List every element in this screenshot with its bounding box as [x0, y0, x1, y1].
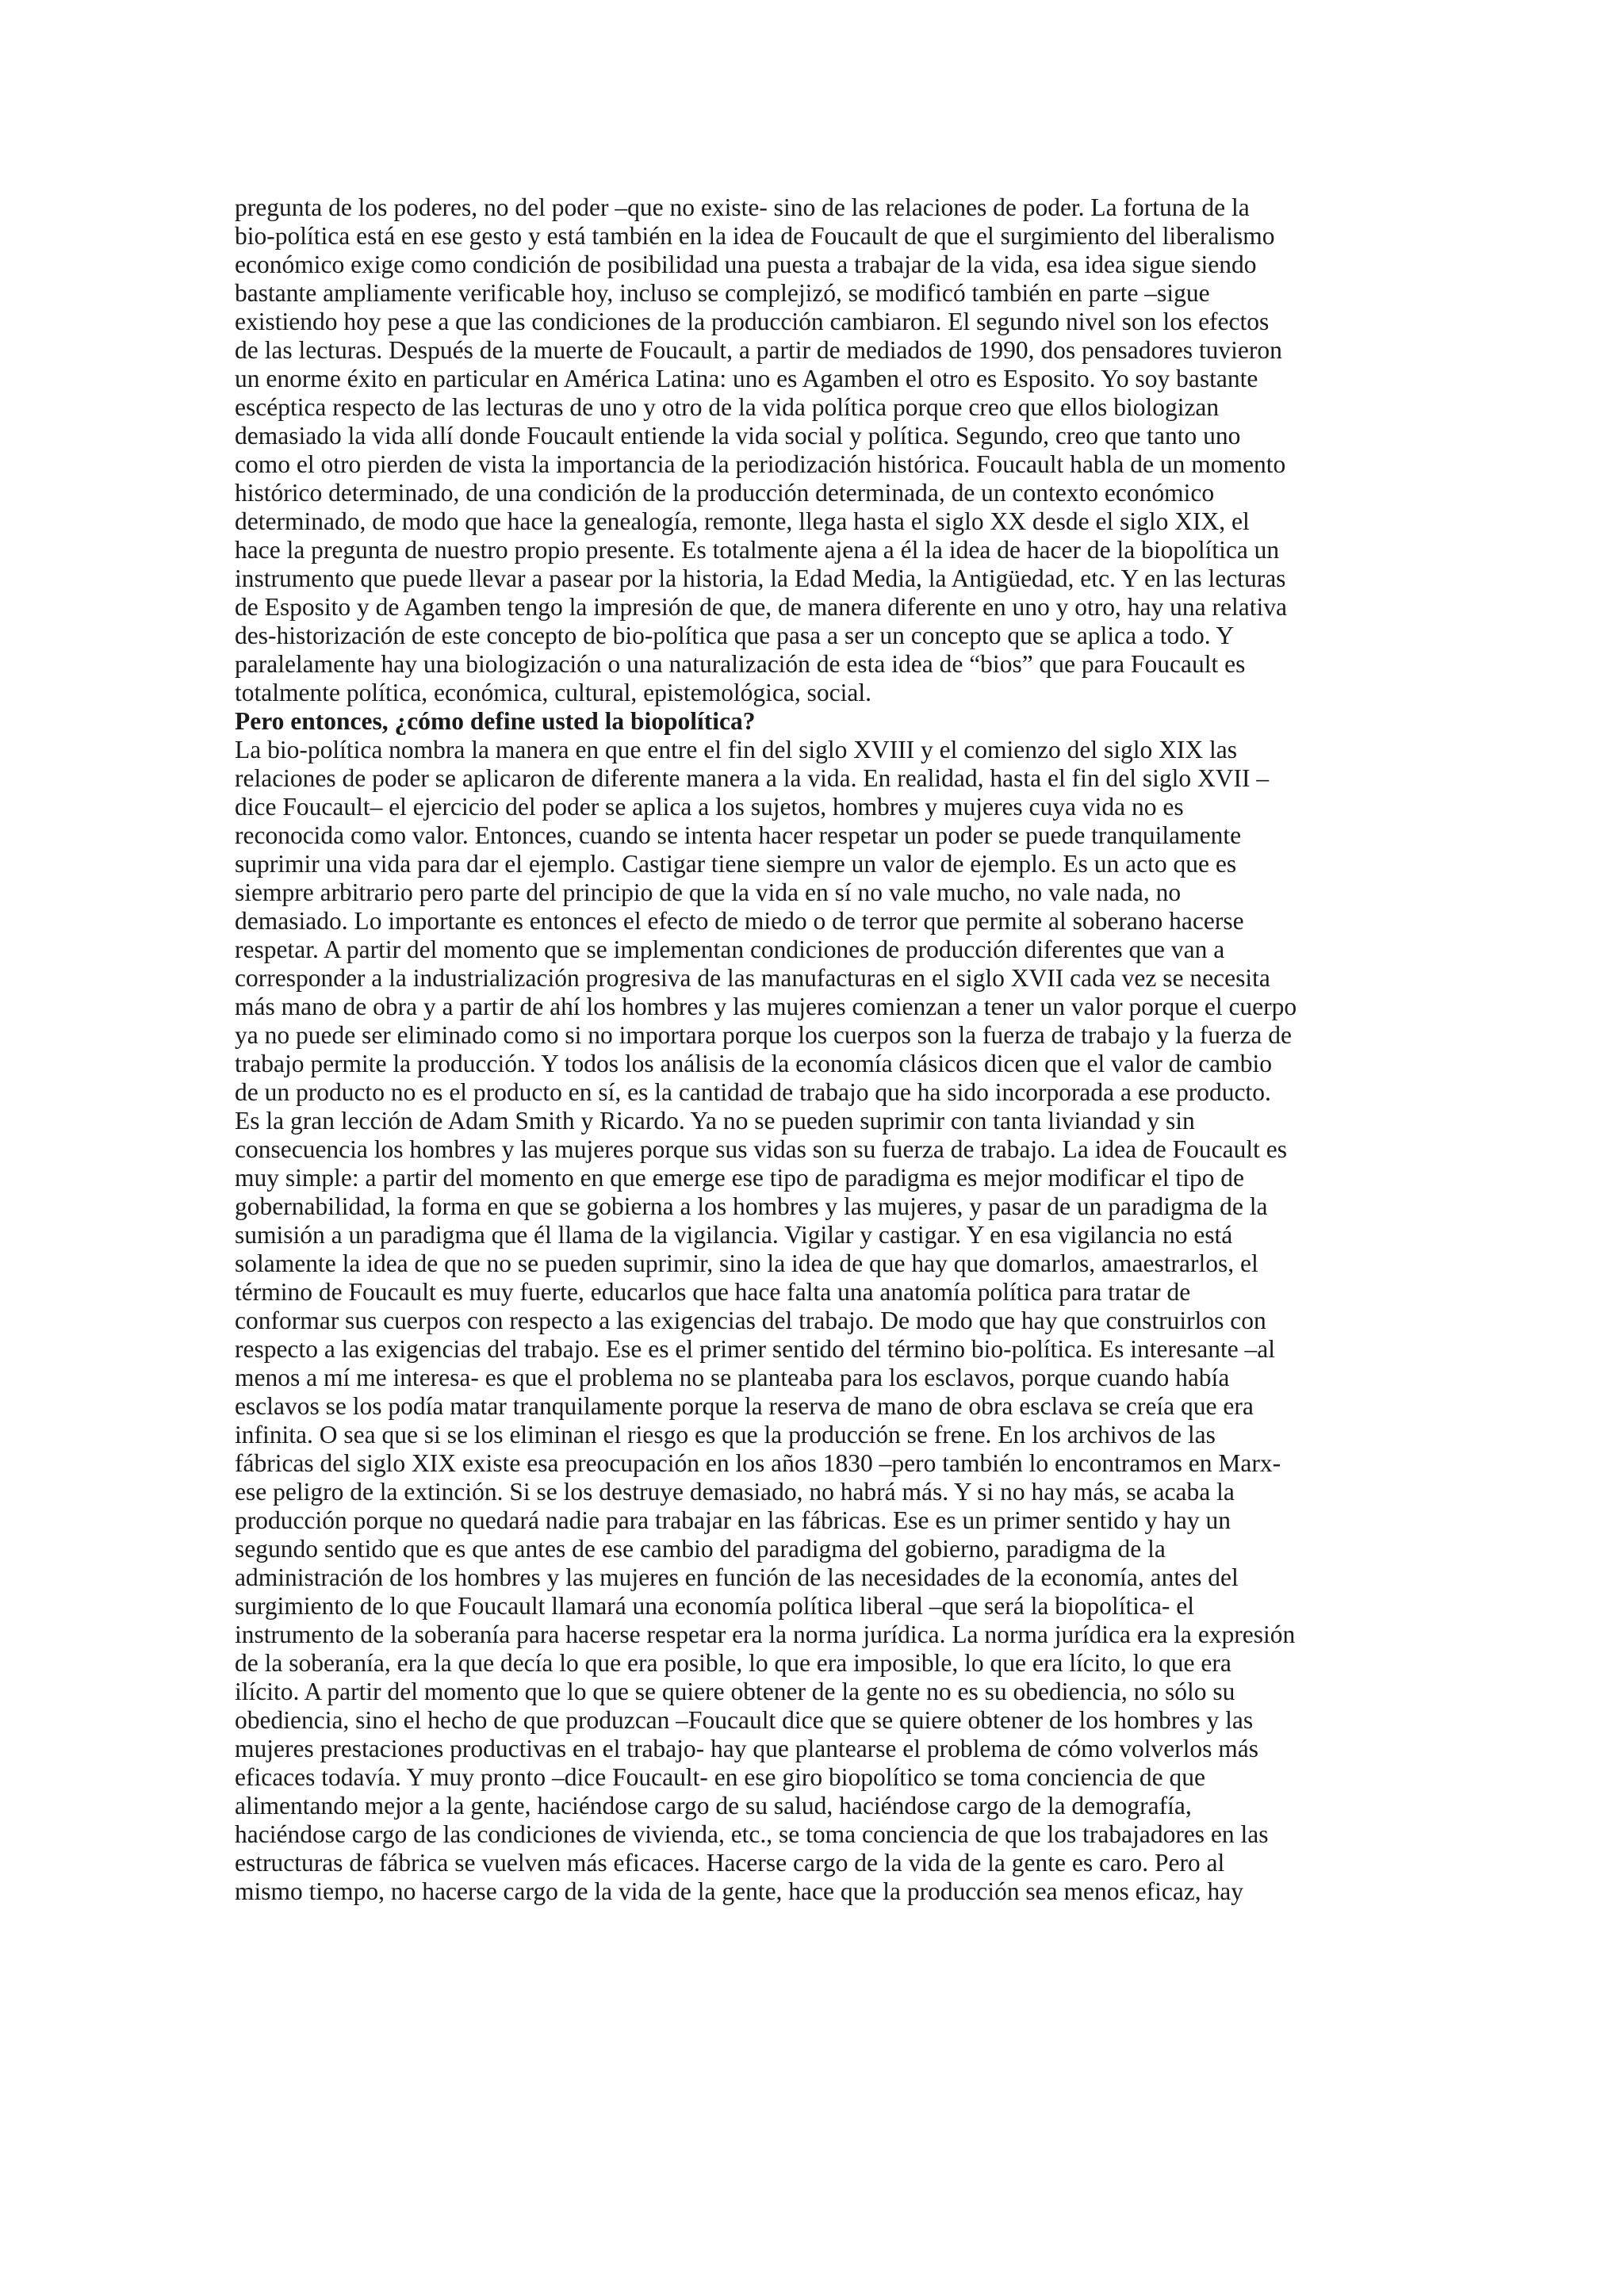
text-line: menos a mí me interesa- es que el problema no se planteaba para los esclavos, porque cuando había [235, 1364, 1230, 1391]
text-line: administración de los hombres y las mujeres en función de las necesidades de la economía, antes del [235, 1563, 1239, 1591]
text-line: siempre arbitrario pero parte del principio de que la vida en sí no vale mucho, no vale nada, no [235, 878, 1182, 906]
text-line: muy simple: a partir del momento en que emerge ese tipo de paradigma es mejor modificar el tipo de [235, 1164, 1245, 1192]
text-line: des-historización de este concepto de bio-política que pasa a ser un concepto que se aplica a todo. Y [235, 622, 1235, 649]
text-line: ya no puede ser eliminado como si no importara porque los cuerpos son la fuerza de trabajo y la fuerza de [235, 1021, 1293, 1049]
text-line: conformar sus cuerpos con respecto a las exigencias del trabajo. De modo que hay que construirlos con [235, 1307, 1266, 1334]
text-line: pregunta de los poderes, no del poder –que no existe- sino de las relaciones de poder. La fortuna de la [235, 193, 1250, 221]
text-line: esclavos se los podía matar tranquilamente porque la reserva de mano de obra esclava se creía que era [235, 1392, 1254, 1420]
text-line: corresponder a la industrialización progresiva de las manufacturas en el siglo XVII cada vez se necesita [235, 964, 1270, 992]
text-line: económico exige como condición de posibilidad una puesta a trabajar de la vida, esa idea sigue siendo [235, 251, 1257, 278]
text-line: gobernabilidad, la forma en que se gobierna a los hombres y las mujeres, y pasar de un paradigma de la [235, 1192, 1268, 1220]
text-line: trabajo permite la producción. Y todos los análisis de la economía clásicos dicen que el valor de cambio [235, 1050, 1272, 1077]
text-line: hace la pregunta de nuestro propio presente. Es totalmente ajena a él la idea de hacer de la biopolítica un [235, 536, 1280, 564]
section-heading: Pero entonces, ¿cómo define usted la biopolítica? [235, 707, 756, 735]
text-line: reconocida como valor. Entonces, cuando se intenta hacer respetar un poder se puede tranquilamente [235, 821, 1242, 849]
text-line: fábricas del siglo XIX existe esa preocupación en los años 1830 –pero también lo encontramos en Marx- [235, 1449, 1281, 1477]
text-line: demasiado. Lo importante es entonces el efecto de miedo o de terror que permite al soberano hacerse [235, 907, 1244, 935]
text-line: mujeres prestaciones productivas en el trabajo- hay que plantearse el problema de cómo volverlos más [235, 1735, 1259, 1762]
text-line: respecto a las exigencias del trabajo. Ese es el primer sentido del término bio-política. Es interesante –al [235, 1335, 1276, 1363]
text-line: escéptica respecto de las lecturas de uno y otro de la vida política porque creo que ellos biologizan [235, 393, 1220, 421]
text-line: más mano de obra y a partir de ahí los hombres y las mujeres comienzan a tener un valor porque el cuerpo [235, 993, 1297, 1020]
text-line: consecuencia los hombres y las mujeres porque sus vidas son su fuerza de trabajo. La idea de Foucault es [235, 1135, 1287, 1163]
text-line: Es la gran lección de Adam Smith y Ricardo. Ya no se pueden suprimir con tanta liviandad y sin [235, 1107, 1195, 1135]
text-line: como el otro pierden de vista la importancia de la periodización histórica. Foucault habla de un momento [235, 450, 1286, 478]
text-line: estructuras de fábrica se vuelven más eficaces. Hacerse cargo de la vida de la gente es caro. Pero al [235, 1849, 1225, 1877]
text-line: surgimiento de lo que Foucault llamará una economía política liberal –que será la biopolítica- el [235, 1592, 1195, 1620]
text-line: suprimir una vida para dar el ejemplo. Castigar tiene siempre un valor de ejemplo. Es un acto que es [235, 850, 1237, 878]
text-line: paralelamente hay una biologización o una naturalización de esta idea de “bios” que para Foucault es [235, 650, 1246, 678]
text-line: demasiado la vida allí donde Foucault entiende la vida social y política. Segundo, creo que tanto uno [235, 422, 1241, 450]
text-line: solamente la idea de que no se pueden suprimir, sino la idea de que hay que domarlos, amaestrarlos, el [235, 1249, 1258, 1277]
text-line: totalmente política, económica, cultural, epistemológica, social. [235, 679, 871, 706]
text-line: producción porque no quedará nadie para trabajar en las fábricas. Ese es un primer sentido y hay un [235, 1506, 1231, 1534]
text-line: de Esposito y de Agamben tengo la impresión de que, de manera diferente en uno y otro, hay una relativa [235, 593, 1287, 621]
text-line: instrumento de la soberanía para hacerse respetar era la norma jurídica. La norma jurídica era la expresión [235, 1621, 1296, 1648]
text-line: haciéndose cargo de las condiciones de vivienda, etc., se toma conciencia de que los trabajadores en las [235, 1820, 1269, 1848]
text-line: eficaces todavía. Y muy pronto –dice Foucault- en ese giro biopolítico se toma conciencia de que [235, 1763, 1205, 1791]
text-line: de la soberanía, era la que decía lo que era posible, lo que era imposible, lo que era lícito, lo que era [235, 1649, 1231, 1677]
text-line: determinado, de modo que hace la genealogía, remonte, llega hasta el siglo XX desde el siglo XIX, el [235, 507, 1250, 535]
body-text [235, 193, 1392, 1906]
text-line: dice Foucault– el ejercicio del poder se aplica a los sujetos, hombres y mujeres cuya vida no es [235, 793, 1184, 821]
text-line: de un producto no es el producto en sí, es la cantidad de trabajo que ha sido incorporada a ese producto. [235, 1078, 1271, 1106]
text-line: instrumento que puede llevar a pasear por la historia, la Edad Media, la Antigüedad, etc. Y en las lecturas [235, 564, 1286, 592]
text-line: ese peligro de la extinción. Si se los destruye demasiado, no habrá más. Y si no hay más, se acaba la [235, 1478, 1235, 1506]
text-line: término de Foucault es muy fuerte, educarlos que hace falta una anatomía política para tratar de [235, 1278, 1191, 1306]
text-line: de las lecturas. Después de la muerte de Foucault, a partir de mediados de 1990, dos pensadores tuvieron [235, 336, 1282, 364]
text-line: relaciones de poder se aplicaron de diferente manera a la vida. En realidad, hasta el fin del siglo XVII – [235, 764, 1270, 792]
text-line: sumisión a un paradigma que él llama de la vigilancia. Vigilar y castigar. Y en esa vigilancia no está [235, 1221, 1233, 1249]
text-line: respetar. A partir del momento que se implementan condiciones de producción diferentes que van a [235, 936, 1225, 963]
text-line: bio-política está en ese gesto y está también en la idea de Foucault de que el surgimiento del liberalismo [235, 222, 1275, 250]
text-line: infinita. O sea que si se los eliminan el riesgo es que la producción se frene. En los archivos de las [235, 1421, 1216, 1448]
text-line: segundo sentido que es que antes de ese cambio del paradigma del gobierno, paradigma de la [235, 1535, 1166, 1563]
text-line: alimentando mejor a la gente, haciéndose cargo de su salud, haciéndose cargo de la demografía, [235, 1792, 1192, 1820]
text-line: mismo tiempo, no hacerse cargo de la vida de la gente, hace que la producción sea menos eficaz, hay [235, 1877, 1244, 1905]
text-line: existiendo hoy pese a que las condiciones de la producción cambiaron. El segundo nivel son los efectos [235, 308, 1270, 335]
text-line: histórico determinado, de una condición de la producción determinada, de un contexto económico [235, 479, 1215, 507]
text-line: bastante ampliamente verificable hoy, incluso se complejizó, se modificó también en parte –sigue [235, 279, 1210, 307]
text-line: obediencia, sino el hecho de que produzcan –Foucault dice que se quiere obtener de los hombres y las [235, 1706, 1254, 1734]
text-line: La bio-política nombra la manera en que entre el fin del siglo XVIII y el comienzo del siglo XIX las [235, 736, 1237, 763]
text-line: un enorme éxito en particular en América Latina: uno es Agamben el otro es Esposito. Yo soy bastante [235, 365, 1258, 392]
text-line: ilícito. A partir del momento que lo que se quiere obtener de la gente no es su obediencia, no sólo su [235, 1678, 1235, 1705]
